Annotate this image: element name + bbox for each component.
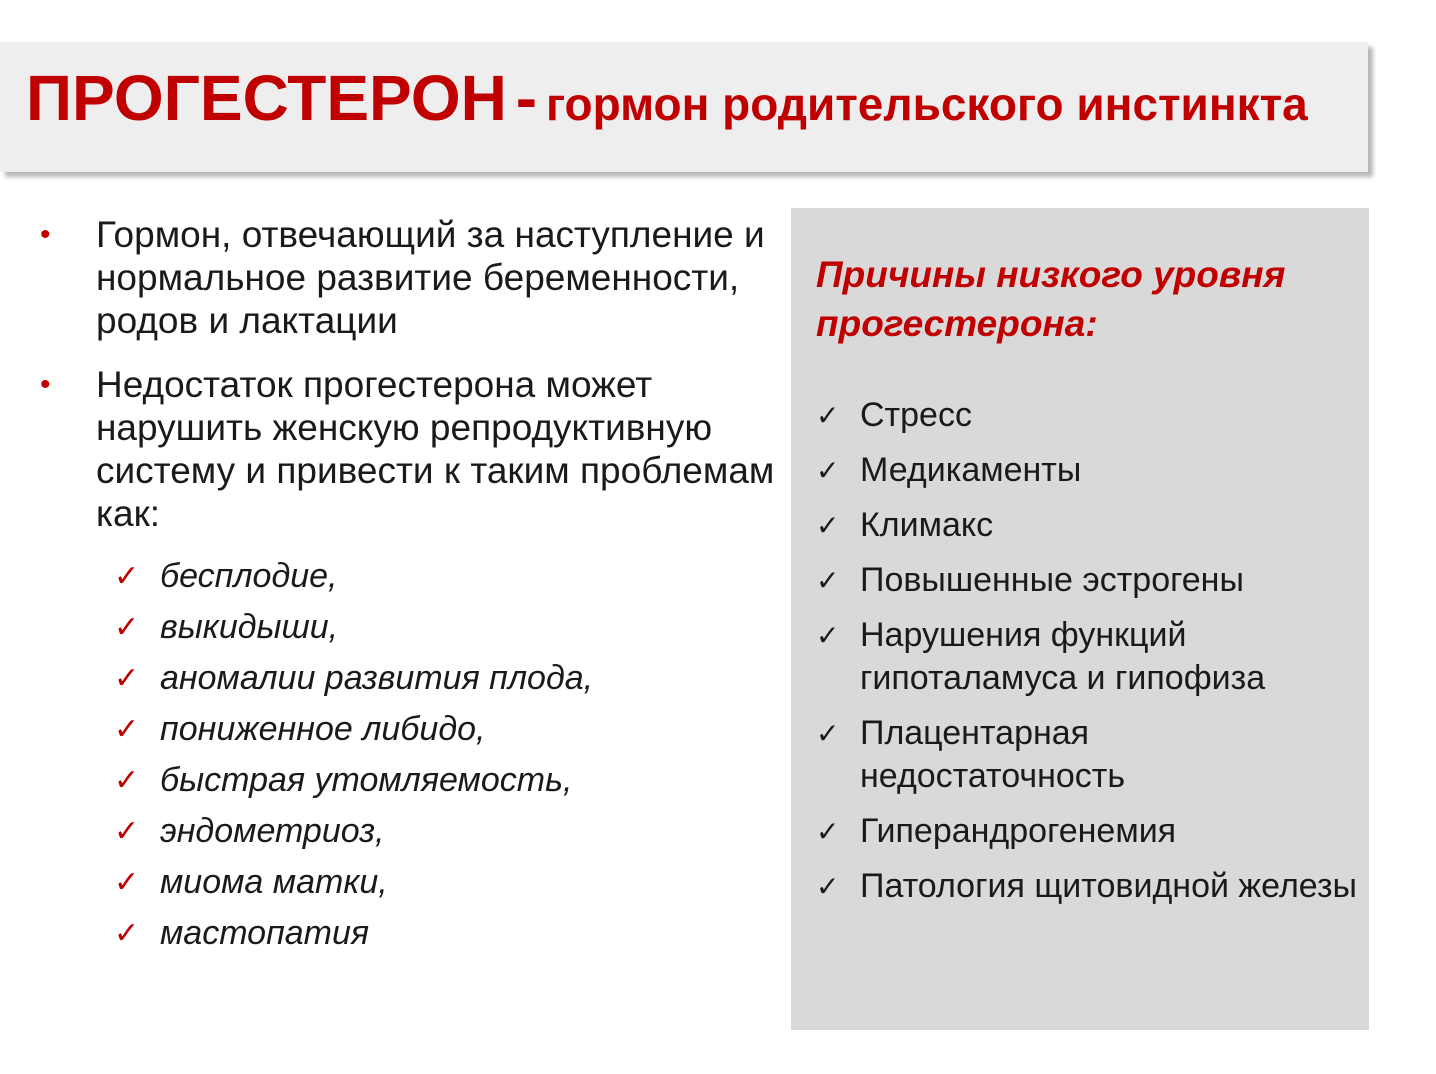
- cause-item: [816, 614, 1361, 700]
- cause-text: Медикаменты: [860, 451, 1082, 489]
- problem-item: [114, 862, 780, 903]
- check-icon: ✓: [114, 917, 140, 950]
- check-icon: ✓: [114, 764, 140, 797]
- cause-text: Патология щитовидной железы: [860, 867, 1357, 905]
- check-icon: ✓: [114, 866, 140, 899]
- cause-item: [816, 394, 1361, 437]
- problem-text: эндометриоз,: [160, 812, 385, 850]
- problem-text: быстрая утомляемость,: [160, 761, 573, 799]
- causes-list: [816, 394, 1361, 920]
- check-icon: ✓: [816, 510, 840, 541]
- title-subtitle: гормон родительского инстинкта: [545, 78, 1308, 130]
- check-icon: ✓: [816, 816, 840, 847]
- problem-item: [114, 811, 780, 852]
- check-icon: ✓: [816, 455, 840, 486]
- left-column: [40, 213, 780, 964]
- problem-item: [114, 607, 780, 648]
- check-icon: ✓: [114, 713, 140, 746]
- check-icon: ✓: [816, 565, 840, 596]
- check-icon: ✓: [816, 620, 840, 651]
- title-dash: -: [515, 62, 538, 134]
- bullet-dot-icon: •: [40, 218, 51, 251]
- problem-item: [114, 556, 780, 597]
- bullet-dot-icon: •: [40, 368, 51, 401]
- problem-item: [114, 913, 780, 954]
- problem-item: [114, 760, 780, 801]
- cause-text: Стресс: [860, 396, 972, 434]
- problem-text: миома матки,: [160, 863, 388, 901]
- cause-item: [816, 865, 1361, 908]
- problem-text: выкидыши,: [160, 608, 339, 646]
- problems-list: [40, 556, 780, 954]
- problem-text: аномалии развития плода,: [160, 659, 594, 697]
- problem-item: [114, 658, 780, 699]
- bullet-text: Недостаток прогестерона может нарушить женскую репродуктивную систему и привести к таким проблемам как:: [96, 364, 775, 534]
- cause-text: Плацентарная недостаточность: [860, 714, 1126, 795]
- problem-text: пониженное либидо,: [160, 710, 486, 748]
- causes-heading: Причины низкого уровня прогестерона:: [816, 254, 1286, 344]
- check-icon: ✓: [114, 662, 140, 695]
- bullet-text: Гормон, отвечающий за наступление и нормальное развитие беременности, родов и лактации: [96, 214, 765, 341]
- problem-text: мастопатия: [160, 914, 370, 952]
- cause-item: [816, 449, 1361, 492]
- cause-text: Повышенные эстрогены: [860, 561, 1244, 599]
- cause-item: [816, 810, 1361, 853]
- causes-panel: [791, 208, 1369, 1030]
- cause-item: [816, 559, 1361, 602]
- check-icon: ✓: [114, 815, 140, 848]
- problem-text: бесплодие,: [160, 557, 338, 595]
- bullet-item: [40, 363, 780, 535]
- problem-item: [114, 709, 780, 750]
- bullet-item: [40, 213, 780, 342]
- cause-item: [816, 504, 1361, 547]
- check-icon: ✓: [816, 871, 840, 902]
- check-icon: ✓: [816, 400, 840, 431]
- check-icon: ✓: [114, 611, 140, 644]
- cause-text: Нарушения функций гипоталамуса и гипофиза: [860, 616, 1266, 697]
- cause-item: [816, 712, 1361, 798]
- cause-text: Гиперандрогенемия: [860, 812, 1177, 850]
- page-title: [26, 62, 1308, 134]
- check-icon: ✓: [816, 718, 840, 749]
- title-main: ПРОГЕСТЕРОН: [26, 62, 507, 134]
- check-icon: ✓: [114, 560, 140, 593]
- cause-text: Климакс: [860, 506, 994, 544]
